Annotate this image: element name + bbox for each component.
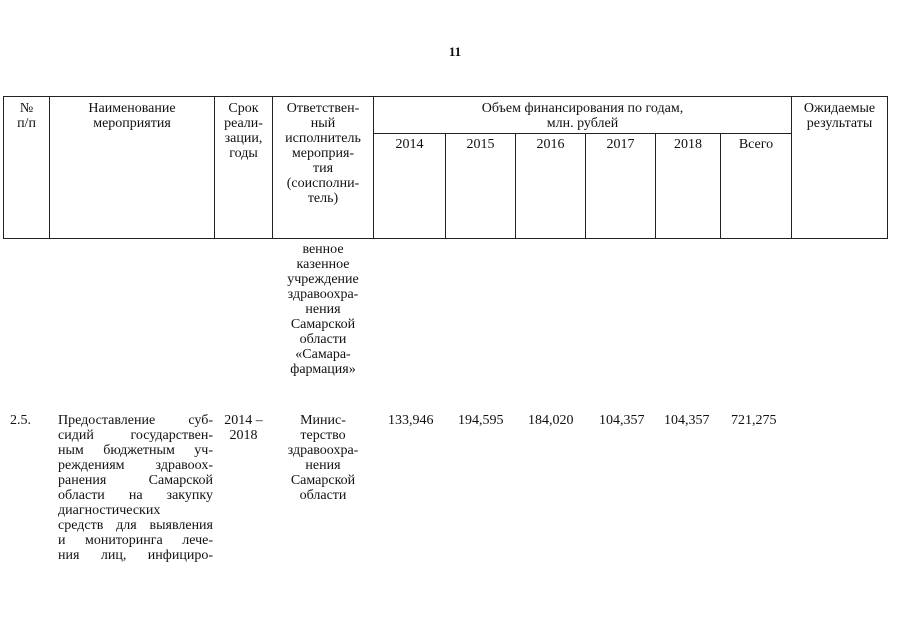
page-number: 11 — [448, 44, 462, 59]
row-executor-cell: Минис- терство здравоохра- нения Самарской области — [287, 413, 359, 503]
row-term-cell: 2014 – 2018 — [224, 413, 263, 443]
header-year-2018: 2018 — [674, 137, 702, 152]
header-col-results: Ожидаемые результаты — [803, 101, 876, 131]
header-year-2017: 2017 — [606, 137, 635, 152]
value-2016: 184,020 — [528, 413, 574, 428]
value-2014: 133,946 — [388, 413, 434, 428]
header-year-2014: 2014 — [395, 137, 424, 152]
continued-executor-cell: венное казенное учреждение здравоохра- нения Самарской области «Самара- фармация» — [287, 242, 359, 377]
header-year-2015: 2015 — [466, 137, 495, 152]
value-2018: 104,357 — [664, 413, 710, 428]
funding-subheader-border — [373, 133, 791, 134]
value-2015: 194,595 — [458, 413, 504, 428]
header-total: Всего — [738, 137, 774, 152]
header-year-2016: 2016 — [536, 137, 565, 152]
value-2017: 104,357 — [599, 413, 645, 428]
header-col-number: № п/п — [17, 101, 36, 131]
grid-line — [887, 96, 888, 239]
header-col-funding: Объем финансирования по годам, млн. рублей — [481, 101, 684, 131]
header-col-executor: Ответствен- ный исполнитель мероприя- тия (соисполни- тель) — [285, 101, 361, 206]
row-number: 2.5. — [10, 413, 31, 428]
value-total: 721,275 — [731, 413, 777, 428]
header-col-name: Наименование мероприятия — [88, 101, 176, 131]
header-col-term: Срок реали- зации, годы — [224, 101, 263, 161]
table-top-border — [3, 96, 887, 97]
row-name-cell: Предоставление суб- сидий государствен- ным бюджетным уч- реждениям здравоох- ранения Самарской области на закупку диагностических средств для выявления и мониторинга лече- ния лиц, инфициро- — [58, 413, 213, 563]
